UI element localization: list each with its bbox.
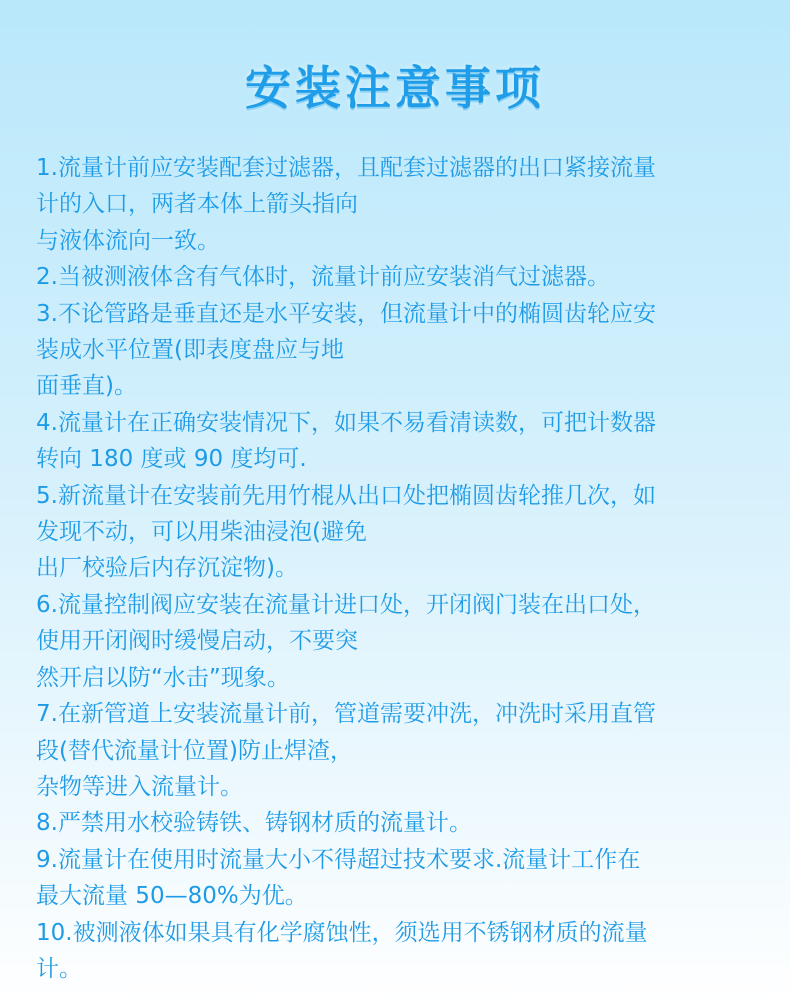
precautions-text bbox=[36, 150, 754, 987]
text-line: 最大流量 50—80%为优。 bbox=[36, 883, 308, 910]
text-line: 2.当被测液体含有气体时，流量计前应安装消气过滤器。 bbox=[36, 264, 610, 291]
text-line: 6.流量控制阀应安装在流量计进口处，开闭阀门装在出口处， bbox=[36, 591, 656, 618]
text-line: 然开启以防“水击”现象。 bbox=[36, 664, 290, 691]
text-line: 转向 180 度或 90 度均可. bbox=[36, 446, 307, 473]
text-line: 4.流量计在正确安装情况下，如果不易看清读数，可把计数器 bbox=[36, 409, 656, 436]
text-line: 9.流量计在使用时流量大小不得超过技术要求.流量计工作在 bbox=[36, 846, 641, 873]
text-line: 发现不动，可以用柴油浸泡(避免 bbox=[36, 519, 367, 546]
text-line: 10.被测液体如果具有化学腐蚀性，须选用不锈钢材质的流量 bbox=[36, 919, 648, 946]
text-line: 装成水平位置(即表度盘应与地 bbox=[36, 337, 344, 364]
text-line: 7.在新管道上安装流量计前，管道需要冲洗，冲洗时采用直管 bbox=[36, 701, 656, 728]
page-title: 安装注意事项 bbox=[245, 61, 545, 115]
text-line: 计。 bbox=[36, 955, 82, 982]
text-line: 1.流量计前应安装配套过滤器，且配套过滤器的出口紧接流量 bbox=[36, 155, 656, 181]
text-line: 8.严禁用水校验铸铁、铸钢材质的流量计。 bbox=[36, 810, 472, 837]
text-line: 段(替代流量计位置)防止焊渣， bbox=[36, 737, 353, 764]
text-line: 5.新流量计在安装前先用竹棍从出口处把椭圆齿轮推几次，如 bbox=[36, 482, 656, 509]
text-line: 与液体流向一致。 bbox=[36, 227, 220, 254]
text-line: 计的入口，两者本体上箭头指向 bbox=[36, 191, 358, 218]
text-line: 出厂校验后内存沉淀物)。 bbox=[36, 555, 298, 582]
text-line: 面垂直)。 bbox=[36, 373, 137, 400]
text-line: 3.不论管路是垂直还是水平安装，但流量计中的椭圆齿轮应安 bbox=[36, 300, 656, 327]
text-line: 杂物等进入流量计。 bbox=[36, 773, 243, 800]
text-line: 使用开闭阀时缓慢启动，不要突 bbox=[36, 628, 358, 655]
